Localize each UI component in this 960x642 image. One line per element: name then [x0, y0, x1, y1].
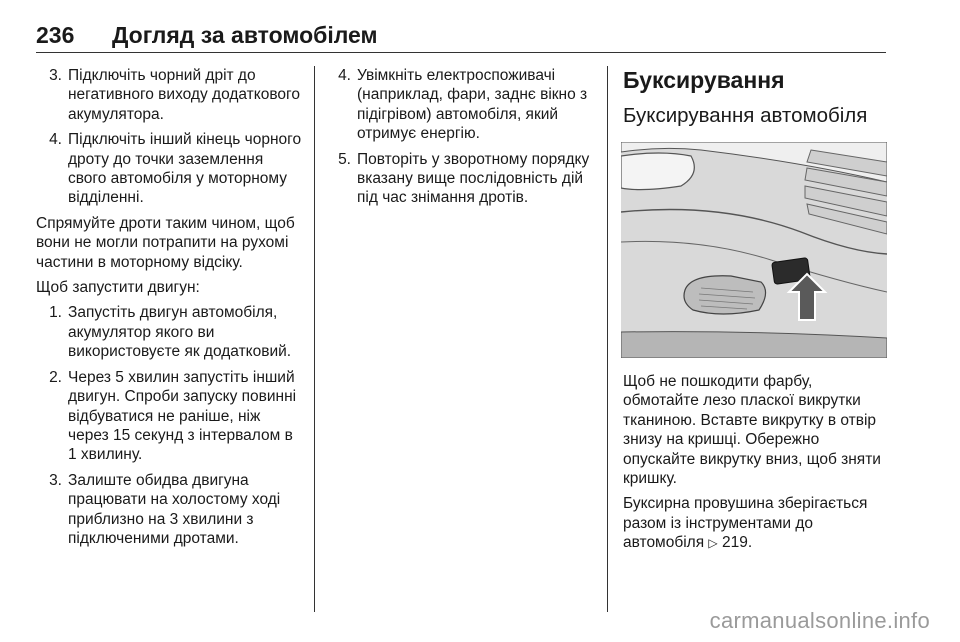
column-divider [314, 66, 315, 612]
towing-cover-illustration [621, 142, 887, 358]
list-item [36, 303, 304, 361]
section-subheading: Буксирування автомобіля [623, 104, 868, 127]
list-text: Увімкніть електроспоживачі (наприклад, фари, заднє вікно з підігрівом) автомобіля, який отримує енергію. [357, 67, 588, 143]
list-text: Підключіть інший кінець чорного дроту до точки заземлення свого автомобіля у моторному відділенні. [68, 131, 302, 207]
column-left [36, 66, 304, 554]
list-item [36, 130, 304, 208]
list-text: Залиште обидва двигуна працювати на холостому ході приблизно на 3 хвилини з підключеними дротами. [68, 471, 281, 547]
list-text: Повторіть у зворотному порядку вказану вище послідовність дій під час знімання дротів. [357, 150, 590, 207]
paragraph: Щоб не пошкодити фарбу, обмотайте лезо пласкої викрутки тканиною. Вставте викрутку в отвір знизу на кришці. Обережно опускайте викрутку вниз, щоб зняти кришку. [623, 373, 881, 488]
paragraph: Спрямуйте дроти таким чином, щоб вони не могли потрапити на рухомі частини в моторному відсіку. [36, 214, 295, 271]
list-number: 5. [338, 150, 351, 168]
column-middle [333, 66, 595, 214]
list-item [333, 150, 595, 208]
page-title: Догляд за автомобілем [112, 22, 378, 48]
page-number: 236 [36, 22, 75, 48]
watermark: carmanualsonline.info [709, 608, 930, 633]
list-item [36, 471, 304, 549]
paragraph-text: Буксирна провушина зберігається разом із інструментами до автомобіля [623, 495, 868, 552]
paragraph: Щоб запустити двигун: [36, 279, 200, 297]
car-front-illustration [621, 142, 887, 358]
column-right [623, 66, 891, 560]
page-header [36, 18, 886, 53]
list-item [36, 368, 304, 465]
paragraph [623, 494, 891, 553]
list-item [36, 66, 304, 124]
list-number: 4. [338, 67, 351, 84]
page-reference[interactable]: 219. [721, 534, 753, 552]
section-heading: Буксирування [623, 67, 785, 93]
list-number: 1. [49, 304, 62, 322]
list-number: 2. [49, 368, 62, 386]
column-divider [607, 66, 608, 612]
list-number: 3. [49, 67, 62, 84]
triangle-right-icon: ▷ [708, 536, 718, 551]
list-text: Підключіть чорний дріт до негативного виходу додаткового акумулятора. [68, 67, 300, 123]
list-text: Запустіть двигун автомобіля, акумулятор якого ви використовуєте як додатковий. [68, 304, 292, 361]
list-item [333, 66, 595, 144]
list-number: 3. [49, 471, 62, 489]
list-text: Через 5 хвилин запустіть інший двигун. Спроби запуску повинні відбуватися не раніше, ніж через 15 секунд з інтервалом в 1 хвилину. [68, 368, 297, 464]
list-number: 4. [49, 131, 62, 149]
